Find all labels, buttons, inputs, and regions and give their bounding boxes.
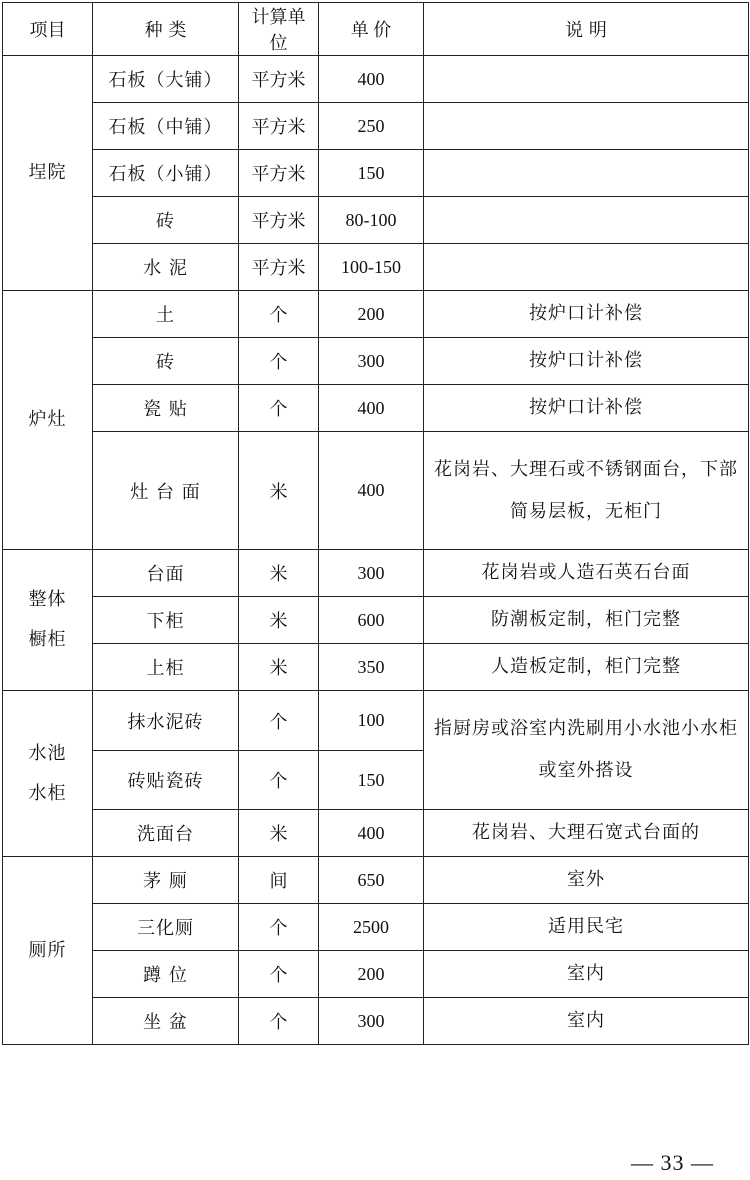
group-label: 整体 橱柜 [3, 550, 93, 691]
page-number: — 33 — [631, 1150, 714, 1175]
unit-cell: 平方米 [239, 103, 319, 150]
table-row [3, 810, 749, 857]
unit-cell: 个 [239, 951, 319, 998]
price-cell: 300 [319, 998, 424, 1045]
kind-cell: 茅 厕 [93, 857, 239, 904]
price-cell: 300 [319, 550, 424, 597]
note-cell: 室外 [424, 857, 749, 904]
table-row [3, 951, 749, 998]
kind-cell: 下柜 [93, 597, 239, 644]
table-row [3, 338, 749, 385]
note-cell: 适用民宅 [424, 904, 749, 951]
note-cell [424, 103, 749, 150]
kind-cell: 石板（小铺） [93, 150, 239, 197]
price-cell: 100-150 [319, 244, 424, 291]
table-row [3, 550, 749, 597]
note-cell: 室内 [424, 998, 749, 1045]
kind-cell: 三化厕 [93, 904, 239, 951]
kind-cell: 坐 盆 [93, 998, 239, 1045]
header-price: 单 价 [319, 3, 424, 56]
price-cell: 600 [319, 597, 424, 644]
unit-cell: 米 [239, 597, 319, 644]
unit-cell: 个 [239, 751, 319, 810]
price-cell: 150 [319, 150, 424, 197]
price-cell: 400 [319, 432, 424, 550]
kind-cell: 台面 [93, 550, 239, 597]
price-cell: 650 [319, 857, 424, 904]
table-row [3, 150, 749, 197]
price-cell: 400 [319, 56, 424, 103]
table-row [3, 103, 749, 150]
unit-cell: 间 [239, 857, 319, 904]
unit-cell: 平方米 [239, 150, 319, 197]
note-cell [424, 197, 749, 244]
header-unit: 计算单位 [239, 3, 319, 56]
price-cell: 150 [319, 751, 424, 810]
kind-cell: 水 泥 [93, 244, 239, 291]
note-cell: 人造板定制，柜门完整 [424, 644, 749, 691]
price-cell: 80-100 [319, 197, 424, 244]
note-cell: 按炉口计补偿 [424, 385, 749, 432]
table-row [3, 597, 749, 644]
unit-cell: 个 [239, 338, 319, 385]
note-cell: 按炉口计补偿 [424, 338, 749, 385]
price-cell: 250 [319, 103, 424, 150]
header-note: 说 明 [424, 3, 749, 56]
unit-cell: 米 [239, 810, 319, 857]
unit-cell: 米 [239, 644, 319, 691]
table-row [3, 857, 749, 904]
unit-cell: 个 [239, 385, 319, 432]
note-cell [424, 244, 749, 291]
table-row [3, 244, 749, 291]
price-cell: 300 [319, 338, 424, 385]
kind-cell: 砖贴瓷砖 [93, 751, 239, 810]
note-cell [424, 150, 749, 197]
note-cell: 按炉口计补偿 [424, 291, 749, 338]
price-cell: 400 [319, 385, 424, 432]
table-row [3, 56, 749, 103]
note-cell [424, 56, 749, 103]
group-label: 埕院 [3, 56, 93, 291]
table-row [3, 291, 749, 338]
kind-cell: 瓷 贴 [93, 385, 239, 432]
group-label: 厕所 [3, 857, 93, 1045]
table-row [3, 432, 749, 550]
unit-cell: 个 [239, 998, 319, 1045]
unit-cell: 米 [239, 432, 319, 550]
kind-cell: 石板（中铺） [93, 103, 239, 150]
unit-cell: 平方米 [239, 244, 319, 291]
price-cell: 200 [319, 291, 424, 338]
table-header-row [3, 3, 749, 56]
table-row [3, 998, 749, 1045]
table-row [3, 691, 749, 751]
kind-cell: 洗面台 [93, 810, 239, 857]
price-cell: 400 [319, 810, 424, 857]
price-cell: 100 [319, 691, 424, 751]
table-row [3, 385, 749, 432]
group-label: 炉灶 [3, 291, 93, 550]
price-cell: 200 [319, 951, 424, 998]
note-cell: 花岗岩或人造石英石台面 [424, 550, 749, 597]
header-kind: 种 类 [93, 3, 239, 56]
table-row [3, 644, 749, 691]
kind-cell: 蹲 位 [93, 951, 239, 998]
unit-cell: 米 [239, 550, 319, 597]
kind-cell: 抹水泥砖 [93, 691, 239, 751]
note-cell: 花岗岩、大理石宽式台面的 [424, 810, 749, 857]
table-row [3, 904, 749, 951]
kind-cell: 砖 [93, 338, 239, 385]
kind-cell: 土 [93, 291, 239, 338]
price-cell: 350 [319, 644, 424, 691]
unit-cell: 平方米 [239, 56, 319, 103]
group-label: 水池 水柜 [3, 691, 93, 857]
unit-cell: 平方米 [239, 197, 319, 244]
header-project: 项目 [3, 3, 93, 56]
note-cell: 防潮板定制，柜门完整 [424, 597, 749, 644]
kind-cell: 灶 台 面 [93, 432, 239, 550]
table-row [3, 197, 749, 244]
note-cell: 室内 [424, 951, 749, 998]
unit-cell: 个 [239, 691, 319, 751]
kind-cell: 上柜 [93, 644, 239, 691]
unit-cell: 个 [239, 291, 319, 338]
note-cell-shared: 指厨房或浴室内洗刷用小水池小水柜或室外搭设 [424, 691, 749, 810]
compensation-price-table [2, 2, 749, 1045]
kind-cell: 砖 [93, 197, 239, 244]
note-cell: 花岗岩、大理石或不锈钢面台，下部简易层板，无柜门 [424, 432, 749, 550]
kind-cell: 石板（大铺） [93, 56, 239, 103]
price-cell: 2500 [319, 904, 424, 951]
unit-cell: 个 [239, 904, 319, 951]
